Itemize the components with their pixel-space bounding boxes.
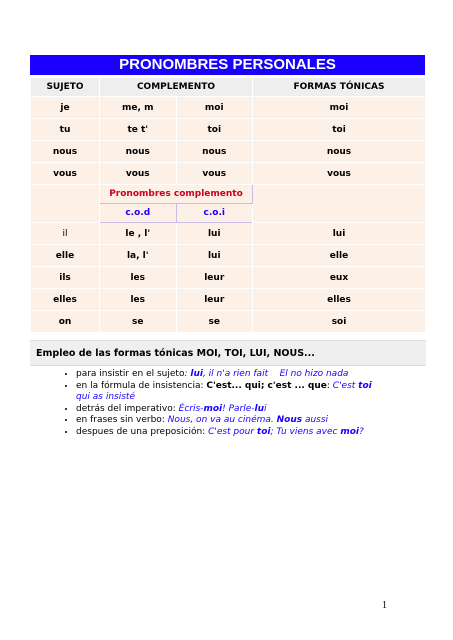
header-sujeto: SUJETO xyxy=(31,78,100,97)
page-number: 1 xyxy=(382,600,387,611)
empty-cell xyxy=(253,185,426,223)
cell: se xyxy=(176,311,253,333)
use-text: detrás del imperativo: xyxy=(76,403,179,414)
subheader-row xyxy=(31,185,426,204)
cell: te t' xyxy=(100,119,177,141)
example-text: aussi xyxy=(302,415,329,425)
cell: elle xyxy=(253,245,426,267)
example-bold: moi xyxy=(340,426,360,437)
pronouns-table xyxy=(30,77,426,333)
list-item xyxy=(76,415,436,427)
example-text: ; Tu viens avec xyxy=(270,426,341,437)
table-row xyxy=(31,311,426,333)
cell: je xyxy=(31,97,100,119)
table-row xyxy=(31,289,426,311)
table-row xyxy=(31,141,426,163)
cell: toi xyxy=(253,119,426,141)
cell: leur xyxy=(176,267,253,289)
table-row xyxy=(31,163,426,185)
cell: nous xyxy=(100,141,177,163)
cell: ils xyxy=(31,267,100,289)
table-row xyxy=(31,245,426,267)
example-bold: Nous xyxy=(276,415,303,425)
header-coi: c.o.i xyxy=(176,204,253,223)
example-bold: toi xyxy=(358,380,372,391)
example-text: C'est xyxy=(332,380,359,391)
cell: toi xyxy=(176,119,253,141)
cell: elles xyxy=(31,289,100,311)
header-cod: c.o.d xyxy=(100,204,177,223)
example-bold: toi xyxy=(256,426,271,437)
cell: le , l' xyxy=(100,223,177,245)
cell: elle xyxy=(31,245,100,267)
example-text: ? xyxy=(359,426,364,437)
cell: il xyxy=(31,223,100,245)
cell: nous xyxy=(253,141,426,163)
cell: vous xyxy=(31,163,100,185)
cell: se xyxy=(100,311,177,333)
cell: nous xyxy=(31,141,100,163)
cell: leur xyxy=(176,289,253,311)
cell: eux xyxy=(253,267,426,289)
cell: lui xyxy=(176,245,253,267)
cell: lui xyxy=(253,223,426,245)
example-bold: lu xyxy=(254,403,264,414)
example-text: , il n'a rien fait xyxy=(202,369,269,379)
example-text: qui as insisté xyxy=(76,392,135,402)
example-bold: lui xyxy=(190,369,203,379)
page-title: PRONOMBRES PERSONALES xyxy=(30,55,425,75)
formula-bold: C'est... qui; c'est ... que xyxy=(206,380,327,391)
use-text: en la fórmula de insistencia: xyxy=(76,380,207,391)
cell: on xyxy=(31,311,100,333)
table-row xyxy=(31,119,426,141)
cell: tu xyxy=(31,119,100,141)
example-text: i xyxy=(264,403,267,414)
example-text: C'est pour xyxy=(208,426,257,437)
section-heading: Empleo de las formas tónicas MOI, TOI, LUI, NOUS... xyxy=(30,340,426,366)
use-text: despues de una preposición: xyxy=(76,426,209,437)
example-text: Nous, on va au cinéma. xyxy=(167,415,277,425)
cell: moi xyxy=(253,97,426,119)
cell: lui xyxy=(176,223,253,245)
use-colon: : xyxy=(326,380,333,391)
table-header-row xyxy=(31,78,426,97)
cell: vous xyxy=(100,163,177,185)
use-text: para insistir en el sujeto xyxy=(76,369,185,379)
translation-text: El no hizo nada xyxy=(279,369,349,379)
example-text: Écris- xyxy=(178,403,204,414)
cell: me, m xyxy=(100,97,177,119)
cell: moi xyxy=(176,97,253,119)
list-item xyxy=(76,369,436,381)
table-row xyxy=(31,97,426,119)
example-text: ! Parle- xyxy=(222,403,255,414)
cell: les xyxy=(100,267,177,289)
list-item xyxy=(76,427,436,439)
cell: vous xyxy=(176,163,253,185)
example-bold: moi xyxy=(203,403,223,414)
uses-list xyxy=(62,369,436,438)
table-row xyxy=(31,223,426,245)
table-row xyxy=(31,267,426,289)
cell: la, l' xyxy=(100,245,177,267)
cell: les xyxy=(100,289,177,311)
cell: elles xyxy=(253,289,426,311)
header-complemento: COMPLEMENTO xyxy=(100,78,253,97)
cell: nous xyxy=(176,141,253,163)
cell: soi xyxy=(253,311,426,333)
use-text: en frases sin verbo: xyxy=(76,415,168,425)
use-colon: : xyxy=(184,369,188,379)
empty-cell xyxy=(31,185,100,223)
list-item xyxy=(76,404,436,416)
list-item xyxy=(76,381,436,404)
cell: vous xyxy=(253,163,426,185)
header-formas-tonicas: FORMAS TÓNICAS xyxy=(253,78,426,97)
subheader-pronombres-complemento: Pronombres complemento xyxy=(100,185,253,204)
